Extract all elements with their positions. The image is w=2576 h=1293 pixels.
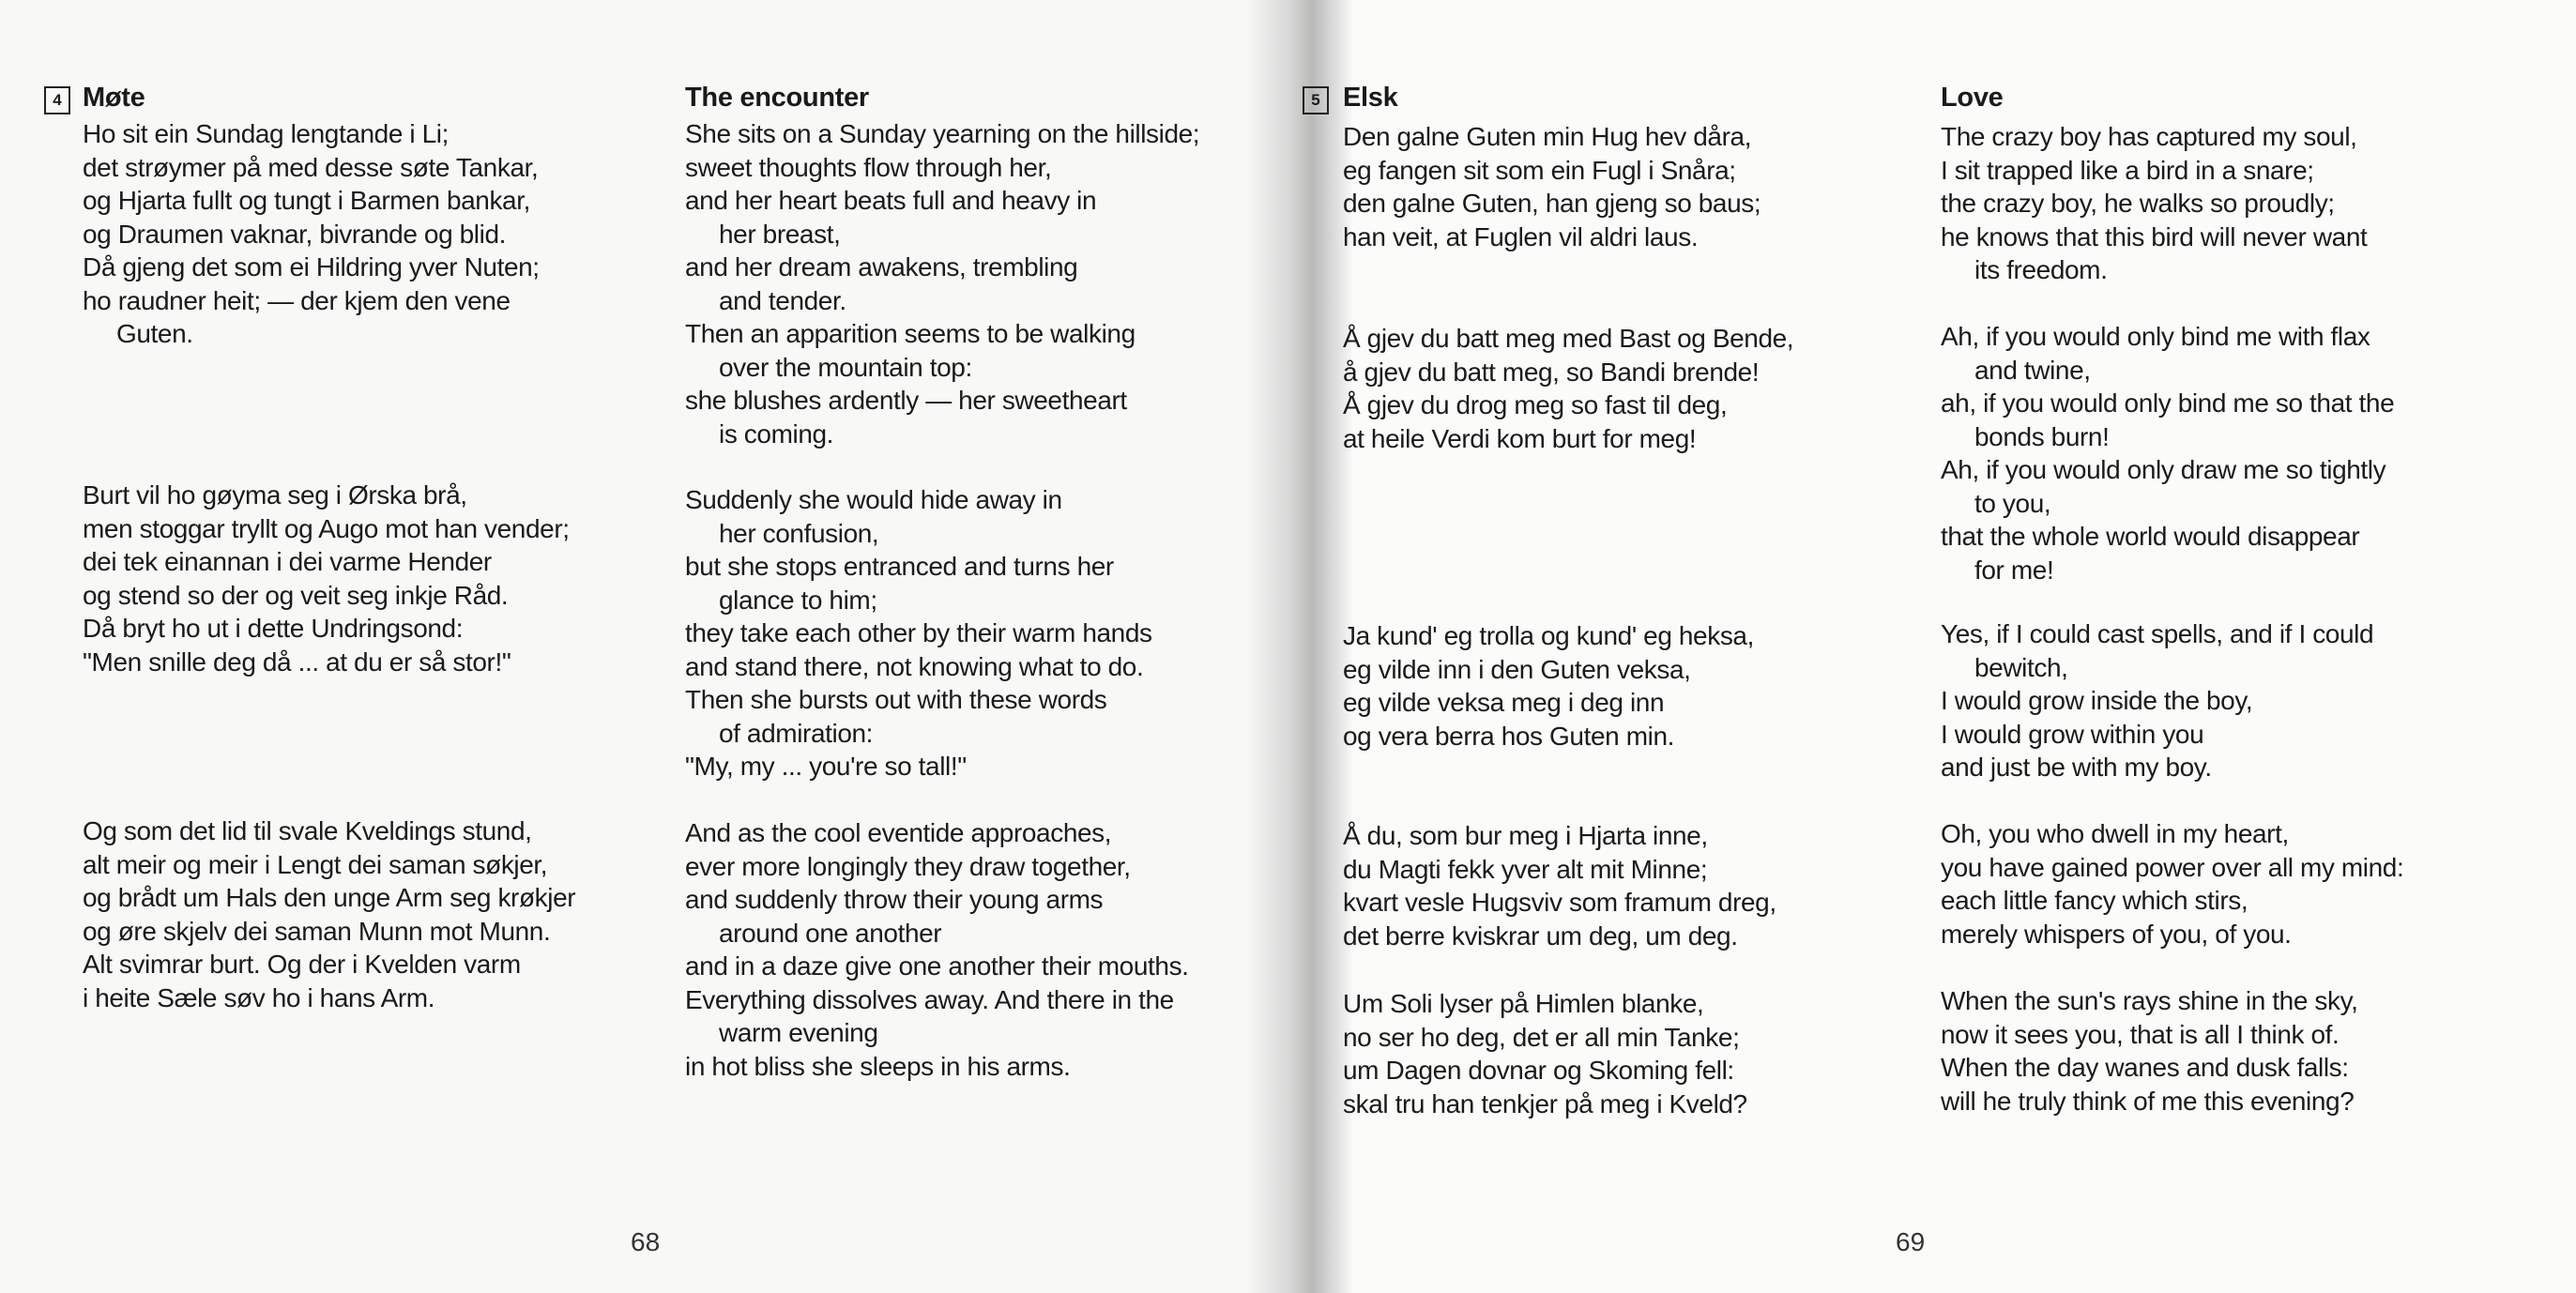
verse-line: kvart vesle Hugsviv som framum dreg, [1343,888,1776,917]
verse-line: Ja kund' eg trolla og kund' eg heksa, [1343,621,1754,650]
stanza [83,479,570,678]
verse-line: the crazy boy, he walks so proudly; [1941,189,2335,218]
verse-line: When the day wanes and dusk falls: [1941,1053,2349,1082]
track-number-box: 4 [44,86,70,114]
poem-title: Møte [83,83,145,113]
verse-line: her breast, [719,219,841,249]
verse-line: ever more longingly they draw together, [685,851,1131,881]
verse-line: dei tek einannan i dei varme Hender [83,547,492,576]
verse-line: Ah, if you would only bind me with flax [1941,322,2370,351]
verse-line: Guten. [116,319,193,348]
verse-line: den galne Guten, han gjeng so baus; [1343,189,1761,218]
verse-line: Um Soli lyser på Himlen blanke, [1343,989,1704,1018]
verse-line: Burt vil ho gøyma seg i Ørska brå, [83,480,467,510]
verse-line: Å gjev du drog meg so fast til deg, [1343,390,1728,419]
verse-line: its freedom. [1974,255,2108,284]
verse-line: The crazy boy has captured my soul, [1941,122,2357,151]
verse-line: eg vilde inn i den Guten veksa, [1343,654,1691,684]
verse-line: She sits on a Sunday yearning on the hillside; [685,119,1200,148]
verse-line: bewitch, [1974,652,2068,682]
poem-title: Elsk [1343,83,1398,113]
verse-line: glance to him; [719,585,877,615]
verse-line: I would grow within you [1941,719,2204,749]
verse-line: eg vilde veksa meg i deg inn [1343,688,1665,717]
verse-line: ah, if you would only bind me so that the [1941,388,2395,418]
verse-line: Yes, if I could cast spells, and if I could [1941,619,2374,648]
stanza [1941,984,2357,1118]
verse-line: now it sees you, that is all I think of. [1941,1019,2340,1049]
verse-line: Ah, if you would only draw me so tightly [1941,455,2386,484]
verse-line: Everything dissolves away. And there in the [685,984,1174,1014]
verse-line: warm evening [719,1018,878,1047]
verse-line: i heite Sæle søv ho i hans Arm. [83,982,435,1012]
verse-line: will he truly think of me this evening? [1941,1086,2355,1116]
verse-line: at heile Verdi kom burt for meg! [1343,423,1697,453]
verse-line: men stoggar tryllt og Augo mot han vender; [83,513,570,543]
verse-line: I would grow inside the boy, [1941,686,2253,715]
verse-line: and tender. [719,285,846,315]
verse-line: Og som det lid til svale Kveldings stund, [83,816,532,845]
verse-line: you have gained power over all my mind: [1941,852,2404,882]
verse-line: um Dagen dovnar og Skoming fell: [1343,1056,1734,1085]
verse-line: of admiration: [719,718,874,748]
verse-line: each little fancy which stirs, [1941,886,2248,915]
verse-line: han veit, at Fuglen vil aldri laus. [1343,221,1699,251]
stanza [1343,120,1761,253]
verse-line: og vera berra hos Guten min. [1343,721,1674,751]
poem-title: The encounter [685,83,869,113]
verse-line: and twine, [1974,355,2091,385]
stanza [1343,322,1793,455]
verse-line: merely whispers of you, of you. [1941,919,2292,949]
verse-line: det strøymer på med desse søte Tankar, [83,152,539,182]
verse-line: og øre skjelv dei saman Munn mot Munn. [83,916,551,946]
verse-line: her confusion, [719,518,879,548]
verse-line: bonds burn! [1974,421,2110,451]
verse-line: and in a daze give one another their mouths. [685,951,1189,981]
verse-line: and stand there, not knowing what to do. [685,651,1144,681]
verse-line: Suddenly she would hide away in [685,485,1062,514]
verse-line: du Magti fekk yver alt mit Minne; [1343,854,1708,884]
verse-line: Då bryt ho ut i dette Undringsond: [83,614,464,643]
verse-line: they take each other by their warm hands [685,618,1152,647]
stanza [685,117,1199,450]
verse-line: og stend so der og veit seg inkje Råd. [83,580,509,610]
verse-line: ho raudner heit; — der kjem den vene [83,285,511,315]
verse-line: "Men snille deg då ... at du er så stor!" [83,646,511,677]
verse-line: to you, [1974,488,2051,518]
verse-line: that the whole world would disappear [1941,522,2360,551]
verse-line: When the sun's rays shine in the sky, [1941,986,2358,1015]
verse-line: no ser ho deg, det er all min Tanke; [1343,1022,1740,1052]
verse-line: "My, my ... you're so tall!" [685,752,967,781]
verse-line: sweet thoughts flow through her, [685,152,1052,182]
stanza [1941,617,2373,784]
verse-line: Den galne Guten min Hug hev dåra, [1343,122,1752,151]
page-number-right: 69 [1896,1227,1926,1256]
verse-line: Å du, som bur meg i Hjarta inne, [1343,821,1708,850]
verse-line: around one another [719,918,942,948]
verse-line: Oh, you who dwell in my heart, [1941,819,2289,848]
verse-line: but she stops entranced and turns her [685,552,1114,581]
verse-line: Then an apparition seems to be walking [685,319,1136,348]
verse-line: Then she bursts out with these words [685,685,1107,714]
stanza [1343,987,1747,1120]
verse-line: det berre kviskrar um deg, um deg. [1343,920,1738,951]
stanza [83,814,575,1014]
book-gutter-shadow [1248,0,1351,1293]
stanza [1941,320,2394,586]
verse-line: og brådt um Hals den unge Arm seg krøkjer [83,883,576,912]
verse-line: in hot bliss she sleeps in his arms. [685,1051,1071,1081]
stanza [685,816,1189,1083]
stanza [83,117,540,351]
verse-line: eg fangen sit som ein Fugl i Snåra; [1343,155,1736,185]
verse-line: og Hjarta fullt og tungt i Barmen bankar, [83,186,530,215]
verse-line: Ho sit ein Sundag lengtande i Li; [83,119,449,148]
stanza [1941,817,2403,951]
verse-line: Å gjev du batt meg med Bast og Bende, [1343,324,1794,353]
verse-line: alt meir og meir i Lengt dei saman søkjer, [83,849,548,879]
verse-line: he knows that this bird will never want [1941,221,2368,251]
verse-line: Alt svimrar burt. Og der i Kvelden varm [83,950,521,979]
stanza [685,483,1152,783]
stanza [1343,619,1754,753]
verse-line: for me! [1974,555,2054,585]
verse-line: I sit trapped like a bird in a snare; [1941,155,2314,185]
verse-line: is coming. [719,418,834,449]
verse-line: å gjev du batt meg, so Bandi brende! [1343,357,1760,387]
verse-line: she blushes ardently — her sweetheart [685,386,1127,415]
verse-line: and her dream awakens, trembling [685,252,1078,281]
verse-line: skal tru han tenkjer på meg i Kveld? [1343,1088,1747,1118]
verse-line: and her heart beats full and heavy in [685,186,1097,215]
stanza [1941,120,2367,287]
verse-line: Då gjeng det som ei Hildring yver Nuten; [83,252,540,281]
page-number-left: 68 [631,1227,661,1256]
verse-line: over the mountain top: [719,352,972,382]
track-number-box: 5 [1303,86,1329,114]
verse-line: and just be with my boy. [1941,753,2212,782]
verse-line: And as the cool eventide approaches, [685,818,1112,847]
verse-line: og Draumen vaknar, bivrande og blid. [83,219,506,249]
verse-line: and suddenly throw their young arms [685,885,1104,914]
poem-title: Love [1941,83,2004,113]
stanza [1343,819,1776,952]
